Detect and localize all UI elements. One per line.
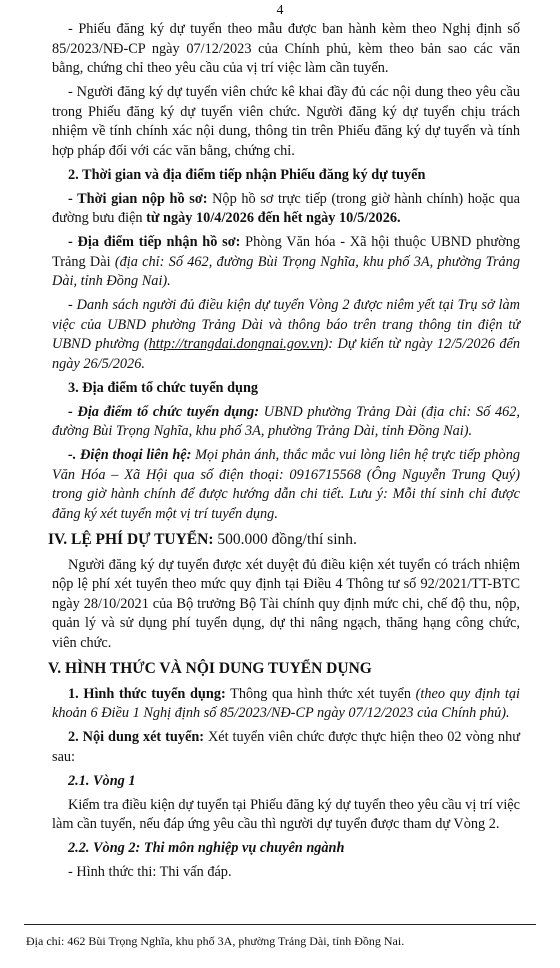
section-heading-3: 3. Địa điểm tổ chức tuyển dụng bbox=[68, 379, 259, 396]
footer-divider bbox=[24, 924, 536, 925]
document-body bbox=[48, 20, 521, 887]
paragraph-application-form: - Phiếu đăng ký dự tuyển theo mẫu được ban hành kèm theo Nghị định số 85/2023/NĐ-CP ngày 07/12/2023 của Chính phủ, kèm theo bản sao các văn bằng, chứng chỉ theo yêu cầu của vị trí việc làm cần tuyển. bbox=[52, 21, 520, 76]
section-heading-5: V. HÌNH THỨC VÀ NỘI DUNG TUYỂN DỤNG bbox=[48, 659, 372, 677]
page-number: 4 bbox=[276, 3, 284, 18]
section-heading-2: 2. Thời gian và địa điểm tiếp nhận Phiếu đăng ký dự tuyển bbox=[68, 166, 426, 183]
subheading-round-2: 2.2. Vòng 2: Thi môn nghiệp vụ chuyên ngành bbox=[68, 840, 345, 856]
paragraph-declaration: - Người đăng ký dự tuyển viên chức kê khai đầy đủ các nội dung theo yêu cầu trong Phiếu đăng ký dự tuyển viên chức. Người đăng ký dự tuyển chịu trách nhiệm về tính chính xác nội dung, thông tin trên Phiếu đăng ký dự tuyển và tính hợp pháp đối với các văn bằng, chứng chỉ. bbox=[52, 84, 520, 159]
paragraph-submission-time: - Thời gian nộp hồ sơ: Nộp hồ sơ trực tiếp (trong giờ hành chính) hoặc qua đường bưu điện từ ngày 10/4/2026 đến hết ngày 10/5/2026. bbox=[52, 190, 520, 226]
paragraph-exam-location: - Địa điểm tổ chức tuyển dụng: UBND phường Trảng Dài (địa chỉ: Số 462, đường Bùi Trọng Nghĩa, khu phố 3A, phường Trảng Dài, tỉnh Đồng Nai). bbox=[52, 403, 520, 439]
subheading-round-1: 2.1. Vòng 1 bbox=[68, 772, 136, 789]
section-heading-fee: IV. LỆ PHÍ DỰ TUYỂN: 500.000 đồng/thí sinh. bbox=[48, 530, 357, 548]
footer-address: Địa chỉ: 462 Bùi Trọng Nghĩa, khu phố 3A, phường Trảng Dài, tỉnh Đồng Nai. bbox=[26, 934, 405, 948]
paragraph-fee-details: Người đăng ký dự tuyển được xét duyệt đủ điều kiện xét tuyển có trách nhiệm nộp lệ phí xét tuyển theo mức quy định tại Điều 4 Thông tư số 92/2021/TT-BTC ngày 28/10/2021 của Bộ trưởng Bộ Tài chính quy định mức chi, chế độ thu, nộp, quản lý và sử dụng phí tuyển dụng, dự thi nâng ngạch, thăng hạng công chức, viên chức. bbox=[52, 556, 520, 651]
paragraph-contact-phone: -. Điện thoại liên hệ: Mọi phản ánh, thắc mắc vui lòng liên hệ trực tiếp phòng Văn Hóa – Xã Hội qua số điện thoại: 0916715568 (Ông Nguyễn Trung Quý) trong giờ hành chính để được hướng dẫn chi tiết. Lưu ý: Mỗi thí sinh chỉ được đăng ký xét tuyển một vị trí tuyển dụng. bbox=[52, 447, 520, 522]
paragraph-round-1: Kiểm tra điều kiện dự tuyển tại Phiếu đăng ký dự tuyển theo yêu cầu vị trí việc làm cần tuyển, nếu đáp ứng yêu cầu thì người dự tuyển được tham dự Vòng 2. bbox=[52, 796, 520, 832]
paragraph-submission-place: - Địa điểm tiếp nhận hồ sơ: Phòng Văn hóa - Xã hội thuộc UBND phường Trảng Dài (địa chỉ: Số 462, đường Bùi Trọng Nghĩa, khu phố 3A, phường Trảng Dài, tỉnh Đồng Nai). bbox=[52, 234, 520, 289]
website-link[interactable]: http://trangdai.dongnai.gov.vn bbox=[148, 336, 324, 352]
paragraph-recruitment-content: 2. Nội dung xét tuyển: Xét tuyển viên chức được thực hiện theo 02 vòng như sau: bbox=[52, 729, 521, 765]
paragraph-candidate-list: - Danh sách người đủ điều kiện dự tuyển Vòng 2 được niêm yết tại Trụ sở làm việc của UBND phường Trảng Dài và thông báo trên trang thông tin điện tử UBND phường (http://trangdai.dongnai.gov.vn): Dự kiến từ ngày 12/5/2026 đến ngày 26/5/2026. bbox=[52, 297, 520, 372]
paragraph-recruitment-form: 1. Hình thức tuyển dụng: Thông qua hình thức xét tuyển (theo quy định tại khoản 6 Điều 1 Nghị định số 85/2023/NĐ-CP ngày 07/12/2023 của Chính phủ). bbox=[52, 685, 520, 721]
paragraph-round-2: - Hình thức thi: Thi vấn đáp. bbox=[68, 864, 232, 880]
